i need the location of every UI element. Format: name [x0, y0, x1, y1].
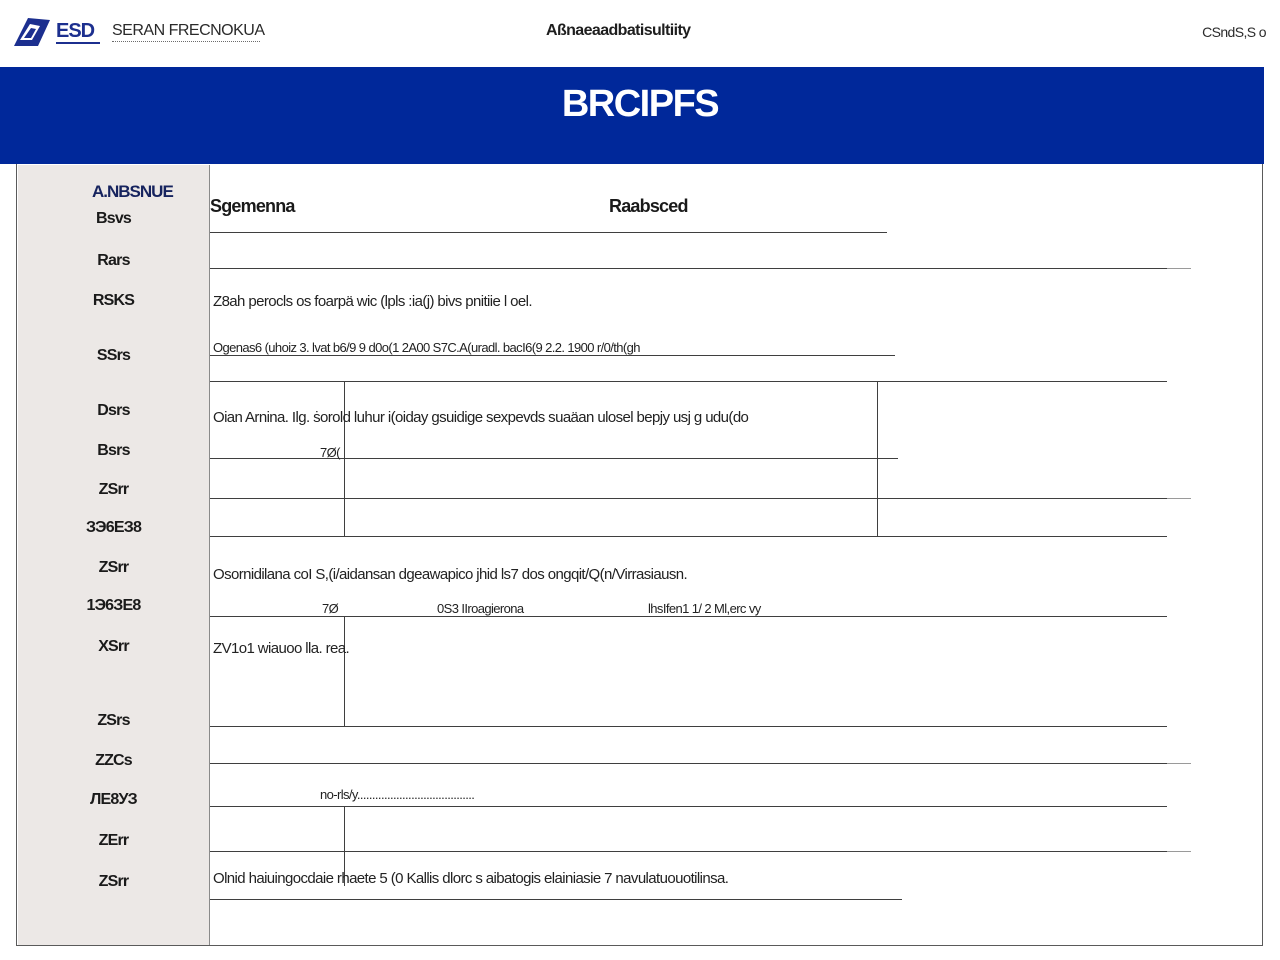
- sidebar-item: Bsrs: [97, 442, 130, 459]
- sidebar-item: ZErr: [98, 832, 129, 849]
- table-rule: [210, 458, 898, 459]
- table-rule: [210, 232, 887, 233]
- sidebar-item: Rars: [97, 252, 130, 269]
- logo-icon: [14, 16, 50, 46]
- table-divider: [877, 381, 878, 536]
- sidebar: [18, 165, 210, 945]
- table-rule: [210, 899, 902, 900]
- sidebar-item: ZSrs: [97, 712, 130, 729]
- sidebar-item: ZSrr: [98, 481, 129, 498]
- sidebar-item: ZSrr: [98, 559, 129, 576]
- table-divider: [344, 616, 345, 726]
- column-header: Raabsced: [609, 196, 688, 216]
- row-note: 0S3 IIroagierona: [437, 601, 524, 616]
- row-note: 7Ø: [322, 601, 339, 616]
- row-text: ZV1o1 wiauoo lla. rea.: [213, 640, 350, 657]
- table-rule: [210, 268, 1167, 269]
- table-rule: [210, 498, 1167, 499]
- sidebar-item: RSKS: [92, 292, 135, 309]
- sidebar-item: ZZCs: [95, 752, 132, 769]
- row-text: Z8ah perocls os foarpä wic (lpls :ia(j) bivs pnitiie l oel.: [213, 293, 532, 310]
- table-rule: [1167, 498, 1191, 499]
- table-rule: [210, 381, 1167, 382]
- top-header: [0, 0, 1280, 66]
- table-divider: [344, 381, 345, 536]
- sidebar-item: ЛЕ8УЗ: [90, 791, 137, 808]
- logo-badge: ESD: [56, 20, 95, 42]
- table-rule: [1167, 763, 1191, 764]
- row-text: Ogenas6 (uhoiz 3. lvat b6/9 9 d0o(1 2A00 S7C.A(uradl. bacI6(9 2.2. 1900 r/0/th(gh: [213, 340, 640, 355]
- organization-tagline-rule: [112, 41, 260, 44]
- row-note: 7Ø(: [320, 445, 340, 460]
- table-rule: [210, 355, 895, 356]
- table-rule: [1167, 268, 1191, 269]
- row-text: Olnid haiuingocdaie rhaete 5 (0 Kallis dlorc s aibatogis elainiasie 7 navulatuouotilinsa.: [213, 870, 729, 887]
- sidebar-item: Dsrs: [97, 402, 130, 419]
- sidebar-header: A.NBSNUE: [92, 182, 173, 201]
- logo-underline: [56, 42, 100, 44]
- row-text: Osornidilana coI S,(i/aidansan dgeawapico jhid ls7 dos ongqit/Q(n/Virrasiausn.: [213, 566, 688, 583]
- sidebar-item: 1Э6ЗЕ8: [86, 597, 141, 614]
- banner-title: BRCIPFS: [561, 83, 719, 125]
- column-header: Sgemenna: [210, 196, 295, 216]
- sidebar-item: ZSrr: [98, 873, 129, 890]
- row-text: Oian Arnina. Ilg. ṡorold luhur i(oiday gsuidige sexpevds suaäan ulosel bepjy usj g udu(do: [213, 409, 749, 426]
- table-rule: [210, 806, 1167, 807]
- organization-name: SERAN FRECNOKUA: [112, 22, 265, 39]
- sidebar-item: SSrs: [96, 347, 131, 364]
- table-rule: [210, 616, 1167, 617]
- document-code: CSndS,S o: [1202, 24, 1266, 40]
- table-rule: [210, 536, 1167, 537]
- table-rule: [210, 726, 1167, 727]
- sidebar-item: XSrr: [98, 638, 129, 655]
- sidebar-item: ЗЭ6ЕЗ8: [85, 519, 142, 536]
- sidebar-item: Bsvs: [95, 210, 132, 227]
- table-rule: [210, 763, 1167, 764]
- document-title: Aßnaeaadbatisultiity: [546, 22, 691, 39]
- row-note: lhsIfen1 1/ 2 Ml,erc vy: [648, 601, 761, 616]
- table-rule: [1167, 851, 1191, 852]
- table-rule: [210, 851, 1167, 852]
- row-note: no-rls/y.......................................: [320, 787, 475, 802]
